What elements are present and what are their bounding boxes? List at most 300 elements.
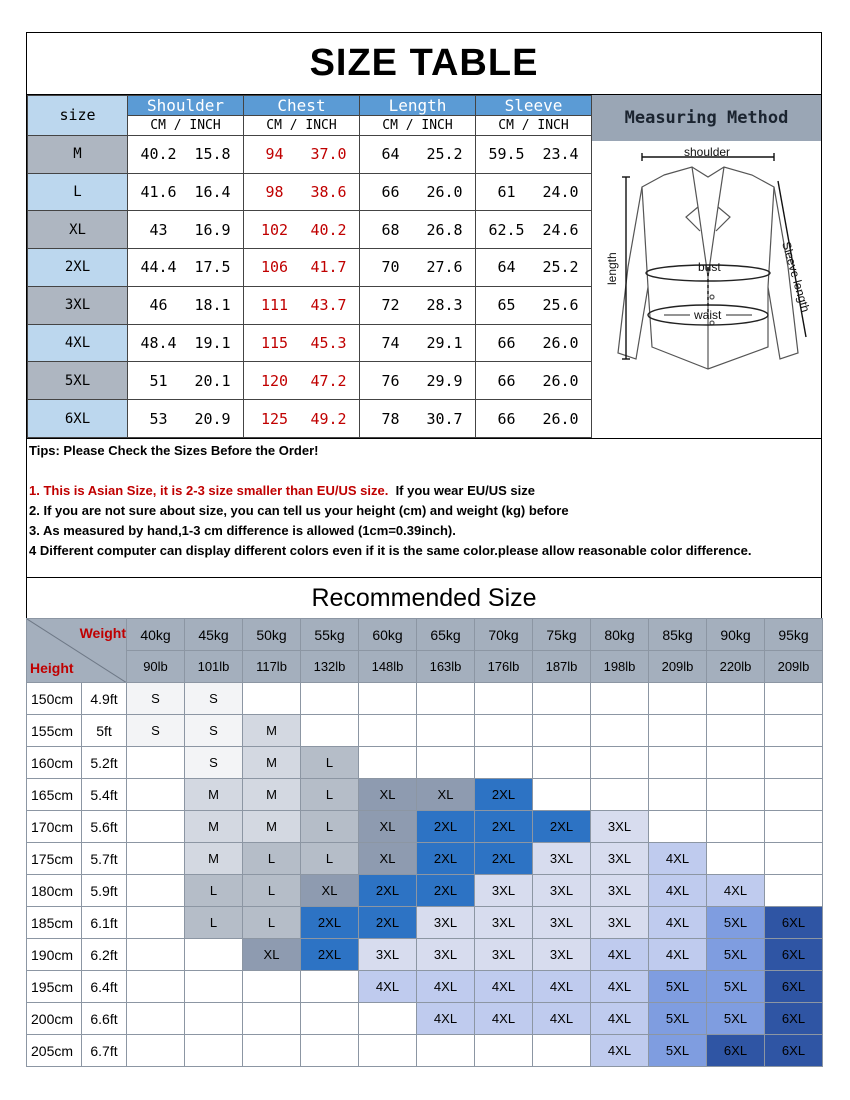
chest-cell: [244, 135, 360, 173]
recommended-size-cell: [707, 715, 765, 747]
label-sleeve: Sleeve length: [779, 239, 813, 314]
recommended-size-cell: [127, 843, 185, 875]
chest-cm: 106: [260, 258, 289, 277]
sleeve-inch: 23.4: [542, 145, 579, 164]
shoulder-cm: 48.4: [140, 334, 177, 352]
height-row: [27, 747, 823, 779]
recommended-size-cell: [765, 715, 823, 747]
shoulder-cm: 41.6: [140, 182, 177, 201]
shoulder-cm: 44.4: [140, 258, 177, 277]
column-header-chest: Chest: [244, 96, 360, 116]
recommended-size-cell: 5XL: [707, 907, 765, 939]
height-ft: 6.6ft: [82, 1003, 127, 1035]
size-table-section: [26, 32, 822, 578]
recommended-size-cell: 3XL: [359, 939, 417, 971]
shoulder-inch: 20.1: [194, 371, 231, 390]
sleeve-inch: 24.6: [542, 220, 579, 239]
recommended-size-cell: [243, 1035, 301, 1067]
column-header-sleeve: Sleeve: [476, 96, 592, 116]
weight-lb-header: 209lb: [765, 651, 823, 683]
sleeve-cell: [476, 249, 592, 287]
chest-cm: 111: [260, 296, 289, 315]
size-row: [28, 400, 592, 438]
length-cell: [360, 173, 476, 211]
tip-line-4: 4 Different computer can display different colors even if it is the same color.please allow reasonable color difference.: [29, 543, 752, 558]
recommended-size-cell: [127, 1003, 185, 1035]
recommended-size-cell: L: [185, 875, 243, 907]
shoulder-cell: [128, 400, 244, 438]
size-chart-sheet: [26, 32, 822, 1066]
recommended-size-cell: 4XL: [649, 875, 707, 907]
recommended-size-cell: [649, 779, 707, 811]
sleeve-cm: 66: [497, 334, 516, 352]
weight-lb-header: 117lb: [243, 651, 301, 683]
recommended-size-cell: [649, 715, 707, 747]
height-cm: 160cm: [27, 747, 82, 779]
sleeve-inch: 26.0: [542, 334, 579, 352]
size-row: [28, 173, 592, 211]
recommended-size-cell: [127, 779, 185, 811]
recommended-size-cell: [243, 683, 301, 715]
chest-inch: 49.2: [310, 409, 347, 428]
recommended-size-cell: L: [301, 747, 359, 779]
length-inch: 27.6: [426, 258, 463, 277]
length-cell: [360, 249, 476, 287]
chest-cell: [244, 211, 360, 249]
height-row: [27, 811, 823, 843]
weight-kg-header: 45kg: [185, 619, 243, 651]
weight-kg-header: 85kg: [649, 619, 707, 651]
length-inch: 29.9: [426, 371, 463, 390]
recommended-size-cell: [649, 683, 707, 715]
recommended-size-cell: 4XL: [649, 843, 707, 875]
recommended-size-cell: [417, 747, 475, 779]
height-row: [27, 875, 823, 907]
recommended-size-cell: [533, 715, 591, 747]
weight-lb-header: 198lb: [591, 651, 649, 683]
chest-cell: [244, 362, 360, 400]
recommended-size-cell: 2XL: [301, 939, 359, 971]
size-header: size: [28, 96, 128, 136]
recommended-size-cell: XL: [359, 811, 417, 843]
recommended-size-cell: L: [243, 907, 301, 939]
recommended-size-cell: [475, 747, 533, 779]
weight-kg-header: 95kg: [765, 619, 823, 651]
recommended-size-cell: [707, 843, 765, 875]
recommended-size-cell: [359, 683, 417, 715]
recommended-size-cell: M: [243, 811, 301, 843]
sleeve-cell: [476, 400, 592, 438]
weight-lb-header: 187lb: [533, 651, 591, 683]
shoulder-inch: 18.1: [194, 296, 231, 315]
sleeve-cm: 62.5: [488, 220, 525, 239]
length-inch: 25.2: [426, 145, 463, 164]
sleeve-inch: 26.0: [542, 371, 579, 390]
height-row: [27, 1003, 823, 1035]
chest-cm: 125: [260, 409, 289, 428]
recommended-size-cell: [533, 683, 591, 715]
tips-section: [27, 438, 821, 577]
weight-lb-header: 101lb: [185, 651, 243, 683]
recommended-size-cell: L: [301, 843, 359, 875]
recommended-size-cell: 4XL: [591, 971, 649, 1003]
chest-inch: 47.2: [310, 371, 347, 390]
chest-inch: 41.7: [310, 258, 347, 277]
shoulder-cm: 53: [149, 409, 168, 428]
shoulder-inch: 17.5: [194, 258, 231, 277]
recommended-size-cell: [765, 875, 823, 907]
weight-lb-header: 176lb: [475, 651, 533, 683]
tip-line-1-rest: If you wear EU/US size: [395, 483, 535, 498]
size-row: [28, 286, 592, 324]
height-ft: 5.7ft: [82, 843, 127, 875]
length-cm: 68: [381, 220, 400, 239]
chest-cell: [244, 286, 360, 324]
height-row: [27, 971, 823, 1003]
label-shoulder: shoulder: [684, 147, 731, 159]
shoulder-inch: 15.8: [194, 145, 231, 164]
weight-kg-header: 40kg: [127, 619, 185, 651]
recommended-size-cell: [359, 1003, 417, 1035]
recommended-size-cell: 3XL: [533, 939, 591, 971]
size-label: XL: [28, 211, 128, 249]
length-cm: 66: [381, 182, 400, 201]
column-header-length: Length: [360, 96, 476, 116]
recommended-size-cell: 5XL: [707, 939, 765, 971]
recommended-size-cell: [359, 747, 417, 779]
recommended-size-cell: 6XL: [765, 971, 823, 1003]
weight-kg-header: 55kg: [301, 619, 359, 651]
size-row: [28, 249, 592, 287]
chest-cm: 120: [260, 371, 289, 390]
recommended-size-cell: 3XL: [533, 907, 591, 939]
recommended-size-cell: [359, 715, 417, 747]
recommended-size-cell: 2XL: [359, 875, 417, 907]
size-row: [28, 135, 592, 173]
weight-kg-header: 65kg: [417, 619, 475, 651]
recommended-size-cell: [243, 971, 301, 1003]
height-ft: 6.2ft: [82, 939, 127, 971]
weight-lb-header: 132lb: [301, 651, 359, 683]
sleeve-cm: 61: [497, 182, 516, 201]
height-row: [27, 939, 823, 971]
length-cm: 74: [381, 334, 400, 352]
recommended-size-cell: [707, 811, 765, 843]
shoulder-cell: [128, 173, 244, 211]
recommended-size-cell: [127, 971, 185, 1003]
recommended-size-cell: 6XL: [707, 1035, 765, 1067]
recommended-size-cell: S: [127, 683, 185, 715]
length-cell: [360, 400, 476, 438]
height-ft: 5ft: [82, 715, 127, 747]
weight-lb-header: 90lb: [127, 651, 185, 683]
measuring-method-panel: [591, 95, 821, 438]
recommended-size-cell: 2XL: [475, 811, 533, 843]
shoulder-cell: [128, 135, 244, 173]
recommended-size-cell: [185, 1035, 243, 1067]
recommended-size-cell: [707, 779, 765, 811]
recommended-size-cell: [359, 1035, 417, 1067]
recommended-size-cell: [649, 747, 707, 779]
size-row: [28, 324, 592, 362]
sleeve-cell: [476, 324, 592, 362]
shoulder-cell: [128, 362, 244, 400]
recommended-size-cell: 2XL: [417, 875, 475, 907]
recommended-size-cell: 5XL: [707, 971, 765, 1003]
chest-inch: 43.7: [310, 296, 347, 315]
recommended-size-cell: [301, 683, 359, 715]
chest-cell: [244, 249, 360, 287]
size-label: 5XL: [28, 362, 128, 400]
height-ft: 5.6ft: [82, 811, 127, 843]
height-row: [27, 1035, 823, 1067]
length-cm: 70: [381, 258, 400, 277]
shoulder-inch: 20.9: [194, 409, 231, 428]
recommended-size-cell: 4XL: [591, 1003, 649, 1035]
recommended-size-cell: [127, 939, 185, 971]
chest-cm: 115: [260, 334, 289, 352]
recommended-size-cell: S: [185, 715, 243, 747]
recommended-size-cell: 2XL: [301, 907, 359, 939]
shoulder-inch: 19.1: [194, 334, 231, 352]
recommended-size-cell: 3XL: [591, 875, 649, 907]
unit-header: CM / INCH: [128, 116, 244, 135]
recommended-size-cell: [127, 907, 185, 939]
weight-lb-header: 220lb: [707, 651, 765, 683]
shoulder-inch: 16.9: [194, 220, 231, 239]
recommended-size-cell: 3XL: [417, 939, 475, 971]
shoulder-cell: [128, 211, 244, 249]
recommended-size-cell: 4XL: [707, 875, 765, 907]
weight-kg-header: 90kg: [707, 619, 765, 651]
recommended-size-cell: 6XL: [765, 1035, 823, 1067]
height-cm: 190cm: [27, 939, 82, 971]
length-cm: 76: [381, 371, 400, 390]
recommended-size-cell: [707, 683, 765, 715]
chest-inch: 40.2: [310, 220, 347, 239]
recommended-size-cell: 5XL: [707, 1003, 765, 1035]
chest-cell: [244, 400, 360, 438]
measuring-method-title: Measuring Method: [592, 95, 821, 141]
length-inch: 26.8: [426, 220, 463, 239]
chest-cm: 102: [260, 220, 289, 239]
shoulder-cell: [128, 249, 244, 287]
recommended-size-cell: [591, 715, 649, 747]
shoulder-cell: [128, 286, 244, 324]
height-ft: 6.1ft: [82, 907, 127, 939]
recommended-size-cell: 2XL: [475, 843, 533, 875]
height-cm: 185cm: [27, 907, 82, 939]
column-header-shoulder: Shoulder: [128, 96, 244, 116]
weight-lb-header: 209lb: [649, 651, 707, 683]
label-bust: bust: [698, 260, 721, 274]
size-label: 4XL: [28, 324, 128, 362]
chest-cm: 98: [265, 182, 284, 201]
length-cell: [360, 324, 476, 362]
recommended-size-cell: [707, 747, 765, 779]
height-cm: 150cm: [27, 683, 82, 715]
recommended-size-cell: [533, 1035, 591, 1067]
recommended-size-cell: [301, 971, 359, 1003]
length-cm: 72: [381, 296, 400, 315]
recommended-size-cell: 4XL: [475, 1003, 533, 1035]
recommended-size-cell: [185, 939, 243, 971]
length-cell: [360, 135, 476, 173]
recommended-size-cell: XL: [243, 939, 301, 971]
chest-inch: 37.0: [310, 145, 347, 164]
length-inch: 29.1: [426, 334, 463, 352]
recommended-size-cell: [765, 683, 823, 715]
recommended-size-cell: [185, 971, 243, 1003]
recommended-size-cell: [417, 683, 475, 715]
shoulder-cm: 43: [149, 220, 168, 239]
recommended-size-cell: L: [243, 843, 301, 875]
recommended-size-cell: 2XL: [359, 907, 417, 939]
height-ft: 5.4ft: [82, 779, 127, 811]
recommended-size-cell: [127, 875, 185, 907]
recommended-size-cell: [417, 715, 475, 747]
recommended-size-cell: [127, 811, 185, 843]
recommended-size-cell: 3XL: [533, 843, 591, 875]
sleeve-cell: [476, 211, 592, 249]
height-cm: 170cm: [27, 811, 82, 843]
recommended-size-title: Recommended Size: [26, 578, 822, 618]
shoulder-cm: 40.2: [140, 145, 177, 164]
recommended-size-cell: 4XL: [359, 971, 417, 1003]
recommended-size-cell: 3XL: [591, 811, 649, 843]
sleeve-cm: 59.5: [488, 145, 525, 164]
size-table: [27, 95, 592, 438]
tip-line-3: 3. As measured by hand,1-3 cm difference is allowed (1cm=0.39inch).: [29, 523, 456, 538]
sleeve-inch: 26.0: [542, 409, 579, 428]
recommended-size-cell: L: [301, 811, 359, 843]
recommended-size-cell: [301, 715, 359, 747]
length-cm: 64: [381, 145, 400, 164]
recommended-size-cell: 4XL: [475, 971, 533, 1003]
recommended-size-cell: 4XL: [649, 907, 707, 939]
corner-header: [27, 619, 127, 683]
height-row: [27, 907, 823, 939]
recommended-size-cell: 3XL: [591, 907, 649, 939]
recommended-size-cell: [417, 1035, 475, 1067]
recommended-size-cell: 4XL: [649, 939, 707, 971]
weight-kg-header: 50kg: [243, 619, 301, 651]
recommended-size-cell: M: [243, 747, 301, 779]
length-cell: [360, 362, 476, 400]
tip-line-1-red: 1. This is Asian Size, it is 2-3 size smaller than EU/US size.: [29, 483, 389, 498]
size-table-title: SIZE TABLE: [27, 33, 821, 95]
height-row: [27, 683, 823, 715]
height-ft: 6.7ft: [82, 1035, 127, 1067]
sleeve-cell: [476, 135, 592, 173]
recommended-size-cell: 3XL: [533, 875, 591, 907]
sleeve-cell: [476, 286, 592, 324]
sleeve-inch: 25.6: [542, 296, 579, 315]
length-inch: 30.7: [426, 409, 463, 428]
size-label: M: [28, 135, 128, 173]
height-row: [27, 843, 823, 875]
recommended-size-cell: XL: [301, 875, 359, 907]
recommended-size-cell: M: [185, 843, 243, 875]
tip-line-1: [29, 481, 819, 501]
recommended-size-cell: 3XL: [417, 907, 475, 939]
weight-kg-header: 70kg: [475, 619, 533, 651]
recommended-size-cell: 4XL: [533, 1003, 591, 1035]
recommended-size-cell: L: [301, 779, 359, 811]
recommended-size-cell: [127, 747, 185, 779]
unit-header: CM / INCH: [244, 116, 360, 135]
shoulder-cm: 51: [149, 371, 168, 390]
recommended-size-cell: 6XL: [765, 907, 823, 939]
length-cell: [360, 211, 476, 249]
sleeve-inch: 24.0: [542, 182, 579, 201]
recommended-size-cell: 5XL: [649, 1035, 707, 1067]
height-row: [27, 715, 823, 747]
recommended-size-cell: 3XL: [591, 843, 649, 875]
recommended-size-cell: 4XL: [591, 939, 649, 971]
unit-header: CM / INCH: [360, 116, 476, 135]
recommended-size-cell: [301, 1035, 359, 1067]
chest-cell: [244, 173, 360, 211]
recommended-size-cell: [591, 779, 649, 811]
recommended-size-cell: 5XL: [649, 971, 707, 1003]
recommended-size-cell: M: [185, 811, 243, 843]
recommended-size-table: [26, 618, 823, 1067]
recommended-size-cell: XL: [359, 779, 417, 811]
size-label: 2XL: [28, 249, 128, 287]
height-cm: 180cm: [27, 875, 82, 907]
recommended-size-cell: M: [243, 779, 301, 811]
height-cm: 165cm: [27, 779, 82, 811]
recommended-size-cell: 6XL: [765, 1003, 823, 1035]
size-label: 6XL: [28, 400, 128, 438]
weight-kg-header: 60kg: [359, 619, 417, 651]
sleeve-cm: 65: [497, 296, 516, 315]
recommended-size-cell: 2XL: [417, 843, 475, 875]
size-row: [28, 211, 592, 249]
recommended-size-cell: [127, 1035, 185, 1067]
recommended-size-cell: [475, 715, 533, 747]
label-waist: waist: [694, 308, 722, 322]
weight-kg-header: 75kg: [533, 619, 591, 651]
recommended-size-cell: M: [185, 779, 243, 811]
recommended-size-cell: 4XL: [417, 1003, 475, 1035]
recommended-size-cell: M: [243, 715, 301, 747]
height-ft: 4.9ft: [82, 683, 127, 715]
recommended-size-cell: 2XL: [533, 811, 591, 843]
tips-heading: Tips: Please Check the Sizes Before the Order!: [29, 443, 319, 458]
recommended-size-cell: 2XL: [417, 811, 475, 843]
recommended-size-cell: 2XL: [475, 779, 533, 811]
recommended-size-cell: [765, 779, 823, 811]
height-cm: 155cm: [27, 715, 82, 747]
length-inch: 26.0: [426, 182, 463, 201]
recommended-size-cell: L: [185, 907, 243, 939]
size-label: 3XL: [28, 286, 128, 324]
recommended-size-cell: [533, 779, 591, 811]
tip-line-2: 2. If you are not sure about size, you can tell us your height (cm) and weight (kg) before: [29, 503, 569, 518]
weight-lb-header: 163lb: [417, 651, 475, 683]
sleeve-inch: 25.2: [542, 258, 579, 277]
recommended-size-cell: [591, 683, 649, 715]
chest-inch: 45.3: [310, 334, 347, 352]
height-ft: 5.2ft: [82, 747, 127, 779]
shoulder-inch: 16.4: [194, 182, 231, 201]
unit-header: CM / INCH: [476, 116, 592, 135]
recommended-size-cell: [243, 1003, 301, 1035]
length-inch: 28.3: [426, 296, 463, 315]
recommended-size-cell: [591, 747, 649, 779]
